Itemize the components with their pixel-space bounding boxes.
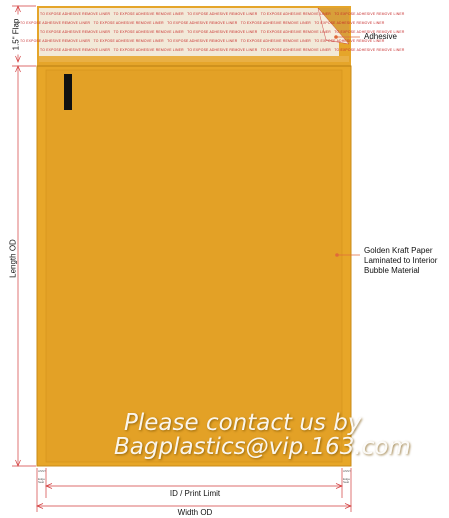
width-label: Width OD <box>177 508 213 517</box>
print-area <box>46 70 342 462</box>
kraft-label-line2: Laminated to Interior <box>364 256 438 265</box>
liner-text <box>20 10 405 54</box>
kraft-label-line3: Bubble Material <box>364 266 420 275</box>
liner-text-row: TO EXPOSE ADHESIVE REMOVE LINER TO EXPOSE ADHESIVE REMOVE LINER TO EXPOSE ADHESIVE REMOVE LINER TO EXPOSE ADHESIVE REMOVE LINER TO EXPOSE ADHESIVE REMOVE LINER <box>40 12 405 16</box>
adhesive-strip <box>39 56 349 62</box>
flap-label: 1.5" Flap <box>12 15 21 55</box>
liner-text-row: TO EXPOSE ADHESIVE REMOVE LINER TO EXPOSE ADHESIVE REMOVE LINER TO EXPOSE ADHESIVE REMOVE LINER TO EXPOSE ADHESIVE REMOVE LINER TO EXPOSE ADHESIVE REMOVE LINER <box>20 21 385 25</box>
kraft-label <box>364 246 437 276</box>
edge-seal-right-bottom: Edge Seal <box>343 476 351 485</box>
print-limit-label: ID / Print Limit <box>150 489 240 499</box>
kraft-label-line1: Golden Kraft Paper <box>364 246 433 255</box>
watermark-line1: Please contact us by <box>124 410 362 436</box>
adhesive-label: Adhesive <box>364 32 397 41</box>
edge-seal-right <box>343 470 352 485</box>
edge-seal-left-top: ASSY <box>38 469 47 473</box>
liner-text-row: TO EXPOSE ADHESIVE REMOVE LINER TO EXPOSE ADHESIVE REMOVE LINER TO EXPOSE ADHESIVE REMOVE LINER TO EXPOSE ADHESIVE REMOVE LINER TO EXPOSE ADHESIVE REMOVE LINER <box>20 39 385 43</box>
edge-seal-left <box>38 470 47 485</box>
liner-text-row: TO EXPOSE ADHESIVE REMOVE LINER TO EXPOSE ADHESIVE REMOVE LINER TO EXPOSE ADHESIVE REMOVE LINER TO EXPOSE ADHESIVE REMOVE LINER TO EXPOSE ADHESIVE REMOVE LINER <box>40 48 405 52</box>
black-mark <box>64 74 72 110</box>
liner-text-row: TO EXPOSE ADHESIVE REMOVE LINER TO EXPOSE ADHESIVE REMOVE LINER TO EXPOSE ADHESIVE REMOVE LINER TO EXPOSE ADHESIVE REMOVE LINER TO EXPOSE ADHESIVE REMOVE LINER <box>40 30 405 34</box>
edge-seal-left-bottom: Edge Seal <box>38 476 46 485</box>
edge-seal-right-top: ASSY <box>343 469 352 473</box>
watermark-line2: Bagplastics@vip.163.com <box>114 434 411 460</box>
length-label: Length OD <box>9 234 18 284</box>
